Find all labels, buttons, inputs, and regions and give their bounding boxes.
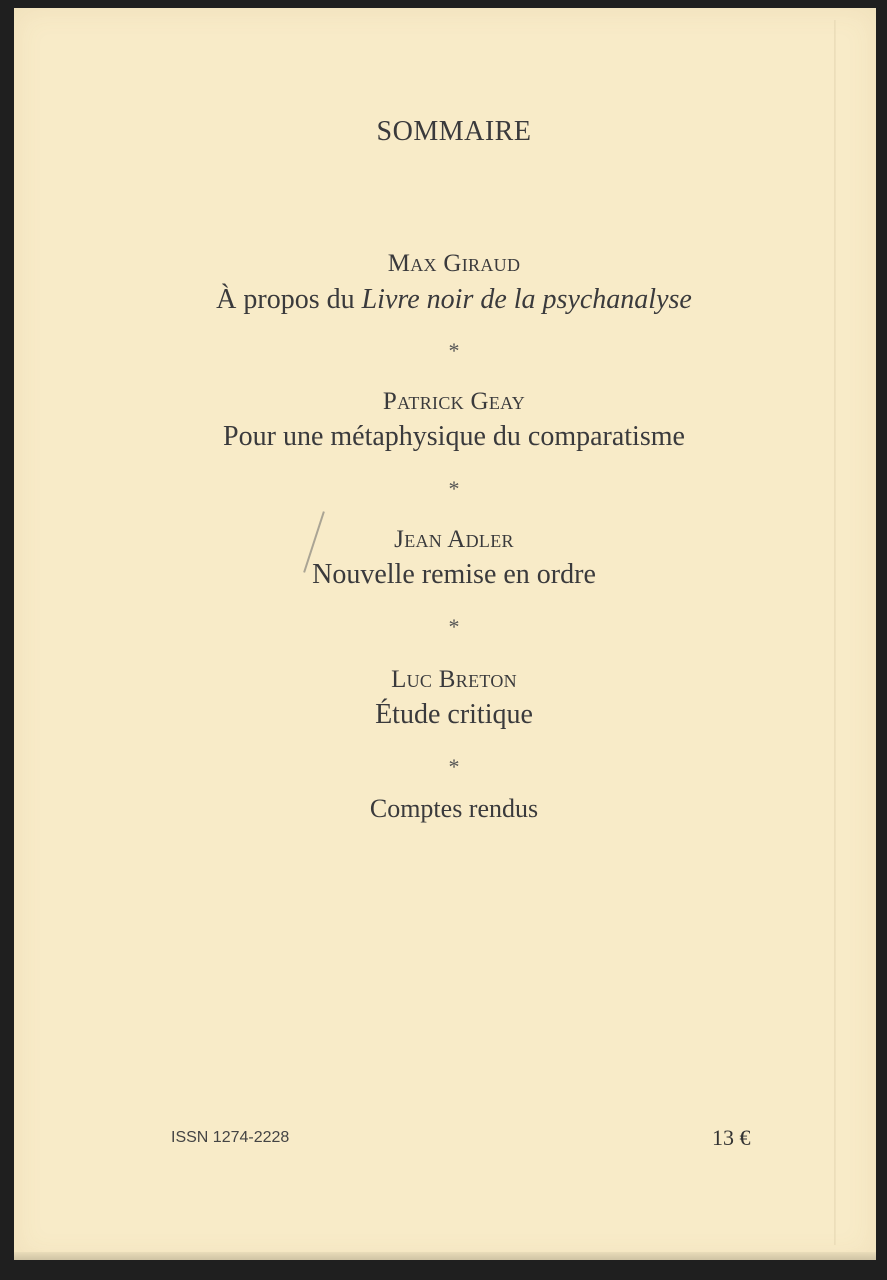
- toc-article-title: Étude critique: [375, 699, 533, 730]
- toc-author: Max Giraud: [387, 250, 521, 277]
- toc-article-title: [14, 284, 887, 316]
- toc-heading: SOMMAIRE: [376, 116, 532, 147]
- toc-separator: *: [448, 338, 460, 363]
- issn-number: ISSN 1274-2228: [171, 1129, 290, 1146]
- toc-separator: *: [448, 476, 460, 501]
- toc-article-title-italic: Livre noir de la psychanalyse: [361, 284, 692, 315]
- toc-author: Luc Breton: [391, 666, 517, 693]
- toc-author: Patrick Geay: [382, 388, 526, 415]
- toc-article-title-prefix: À propos du: [216, 284, 362, 315]
- toc-closing: Comptes rendus: [369, 794, 539, 823]
- page-bottom-edge: [14, 1252, 876, 1260]
- toc-separator: *: [448, 614, 460, 639]
- price-label: 13 €: [712, 1125, 751, 1150]
- toc-article-title: Pour une métaphysique du comparatisme: [223, 421, 685, 452]
- toc-author: Jean Adler: [394, 526, 514, 553]
- toc-separator: *: [448, 754, 460, 779]
- toc-article-title: Nouvelle remise en ordre: [312, 559, 596, 590]
